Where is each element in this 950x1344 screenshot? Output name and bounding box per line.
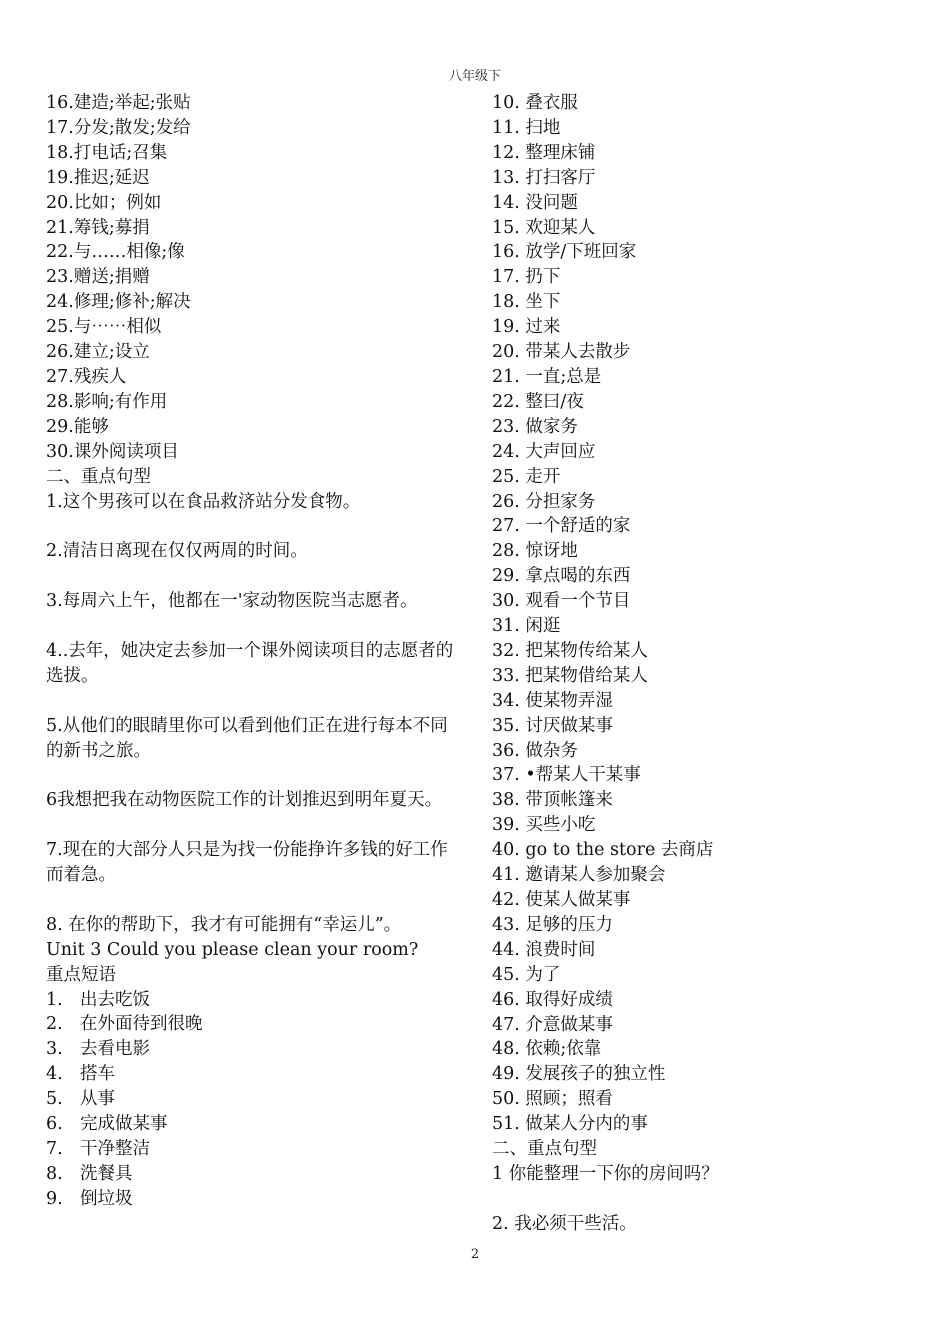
text-line: 12. 整理床铺: [492, 142, 596, 163]
text-line: 二、重点句型: [46, 466, 151, 487]
text-line: 11. 扫地: [492, 117, 561, 138]
text-line: 45. 为了: [492, 964, 561, 985]
text-line: 14. 没问题: [492, 192, 578, 213]
text-line: 29.能够: [46, 416, 109, 437]
text-line: 20. 带某人去散步: [492, 342, 631, 363]
blank-line: [46, 514, 461, 539]
text-line: 44. 浪费时间: [492, 939, 596, 960]
text-line: 27. 一个舒适的家: [492, 516, 631, 537]
text-line: 20.比如；例如: [46, 192, 162, 213]
text-line: 2.清洁日离现在仅仅两周的时间。: [46, 541, 308, 562]
text-line: 37. •帮某人干某事: [492, 765, 641, 786]
item-text: 干净整洁: [80, 1138, 150, 1159]
text-line: 18. 坐下: [492, 292, 561, 313]
blank-line: [46, 888, 461, 913]
text-line: 21.筹钱;募捐: [46, 217, 150, 238]
text-line: 10. 叠衣服: [492, 93, 578, 113]
item-text: 从事: [80, 1089, 115, 1110]
page-number: 2: [470, 1247, 480, 1262]
left-column: [46, 91, 461, 1212]
item-text: 出去吃饭: [80, 989, 150, 1010]
text-line: 23. 做家务: [492, 416, 578, 437]
text-line: 17.分发;散发;发给: [46, 117, 191, 138]
item-number: 9.: [46, 1188, 63, 1209]
text-line: 28.影响;有作用: [46, 391, 168, 412]
text-line: 二、重点句型: [492, 1139, 597, 1160]
text-line: 30. 观看一个节目: [492, 591, 631, 612]
text-line: [46, 1037, 461, 1062]
text-line: [46, 1112, 461, 1137]
text-line: 重点短语: [46, 964, 116, 985]
text-line: [46, 988, 461, 1013]
text-line: 50. 照顾；照看: [492, 1089, 613, 1110]
text-line: 8. 在你的帮助下，我才有可能拥有“幸运儿”。: [46, 914, 402, 935]
text-line: 24.修理;修补;解决: [46, 292, 191, 313]
text-line: 6我想把我在动物医院工作的计划推迟到明年夏天。: [46, 790, 443, 811]
text-line: 5.从他们的眼睛里你可以看到他们正在进行每本不同的新书之旅。: [46, 715, 448, 761]
page-header: 八年级下: [448, 69, 501, 84]
text-line: 4..去年，她决定去参加一个课外阅读项目的志愿者的选拔。: [46, 640, 454, 686]
text-line: 2. 我必须干些活。: [492, 1213, 637, 1234]
text-line: [46, 1062, 461, 1087]
text-line: 35. 讨厌做某事: [492, 715, 613, 736]
item-number: 2.: [46, 1014, 63, 1035]
text-line: 25.与⋯⋯相似: [46, 317, 162, 338]
text-line: 34. 使某物弄湿: [492, 690, 613, 711]
text-line: 24. 大声回应: [492, 441, 596, 462]
text-line: 21. 一直;总是: [492, 366, 602, 387]
text-line: 22.与……相像;像: [46, 242, 185, 263]
text-line: 41. 邀请某人参加聚会: [492, 865, 666, 886]
text-line: [46, 1087, 461, 1112]
text-line: 28. 惊讶地: [492, 541, 578, 562]
text-line: 7.现在的大部分人只是为找一份能挣许多钱的好工作而着急。: [46, 840, 448, 885]
text-line: 16. 放学/下班回家: [492, 242, 637, 263]
text-line: 31. 闲逛: [492, 616, 561, 637]
item-number: 4.: [46, 1064, 63, 1085]
text-line: 40. go to the store 去商店: [492, 840, 714, 861]
text-line: 22. 整曰/夜: [492, 391, 584, 412]
blank-line: [46, 813, 461, 838]
text-line: 42. 使某人做某事: [492, 890, 631, 910]
item-number: 3.: [46, 1039, 63, 1060]
item-text: 洗餐具: [80, 1163, 133, 1184]
text-line: 13. 打扫客厅: [492, 167, 596, 188]
text-line: 26. 分担家务: [492, 491, 596, 512]
text-line: 39. 买些小吃: [492, 815, 596, 836]
text-line: 19. 过来: [492, 317, 561, 338]
text-line: 36. 做杂务: [492, 740, 578, 761]
text-line: 19.推迟;延迟: [46, 167, 150, 188]
text-line: 15. 欢迎某人: [492, 217, 596, 238]
text-line: 1.这个男孩可以在食品救济站分发食物。: [46, 491, 361, 512]
text-line: [46, 1187, 461, 1212]
text-line: 38. 带顶帐篷来: [492, 790, 613, 811]
text-line: 17. 扔下: [492, 267, 561, 288]
right-column: [492, 91, 912, 1237]
text-line: 29. 拿点喝的东西: [492, 566, 631, 587]
item-text: 完成做某事: [80, 1114, 168, 1135]
text-line: [46, 1012, 461, 1037]
item-text: 搭车: [80, 1064, 115, 1085]
text-line: 46. 取得好成绩: [492, 989, 613, 1010]
text-line: 47. 介意做某事: [492, 1014, 613, 1035]
text-line: 30.课外阅读项目: [46, 441, 179, 462]
text-line: 26.建立;设立: [46, 342, 150, 363]
blank-line: [46, 689, 461, 714]
blank-line: [46, 763, 461, 788]
text-line: 48. 依赖;依靠: [492, 1039, 602, 1060]
item-text: 去看电影: [80, 1039, 150, 1060]
text-line: 32. 把某物传给某人: [492, 640, 648, 661]
text-line: 3.每周六上午，他都在一'家动物医院当志愿者。: [46, 591, 418, 612]
text-line: 16.建造;举起;张贴: [46, 93, 191, 113]
item-text: 倒垃圾: [80, 1188, 133, 1209]
item-text: 在外面待到很晚: [80, 1014, 203, 1035]
text-line: 43. 足够的压力: [492, 914, 613, 935]
text-line: 1 你能整理一下你的房间吗？: [492, 1163, 719, 1184]
blank-line: [46, 564, 461, 589]
text-line: 23.赠送;捐赠: [46, 267, 150, 288]
text-line: 51. 做某人分内的事: [492, 1114, 648, 1135]
text-line: Unit 3 Could you please clean your room?: [46, 939, 419, 960]
item-number: 5.: [46, 1089, 63, 1110]
blank-line: [492, 1187, 912, 1212]
text-line: [46, 1137, 461, 1162]
text-line: 18.打电话;召集: [46, 142, 168, 163]
item-number: 8.: [46, 1163, 63, 1184]
item-number: 7.: [46, 1138, 63, 1159]
text-line: 25. 走开: [492, 466, 561, 487]
text-line: 33. 把某物借给某人: [492, 665, 648, 686]
text-line: 49. 发展孩子的独立性: [492, 1064, 666, 1085]
item-number: 1.: [46, 989, 63, 1010]
text-line: 27.残疾人: [46, 366, 127, 387]
blank-line: [46, 614, 461, 639]
item-number: 6.: [46, 1114, 63, 1135]
text-line: [46, 1162, 461, 1187]
